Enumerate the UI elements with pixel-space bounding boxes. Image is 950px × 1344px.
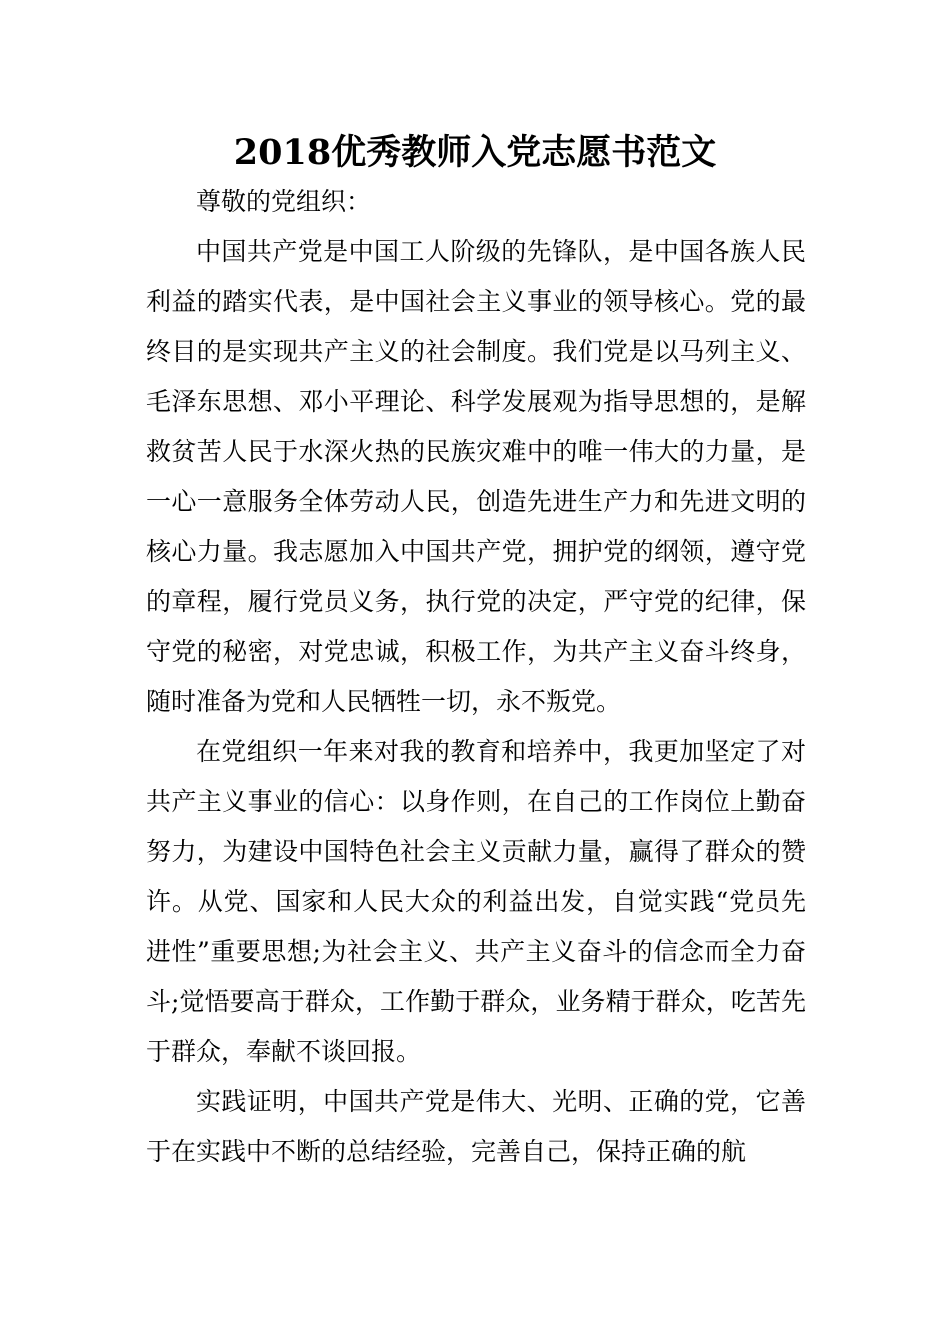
document-body	[146, 177, 806, 1177]
salutation: 尊敬的党组织：	[196, 187, 372, 216]
paragraph-3: 实践证明，中国共产党是伟大、光明、正确的党，它善于在实践中不断的总结经验，完善自己，保持正确的航	[146, 1087, 806, 1166]
paragraph-1: 中国共产党是中国工人阶级的先锋队，是中国各族人民利益的踏实代表，是中国社会主义事业的领导核心。党的最终目的是实现共产主义的社会制度。我们党是以马列主义、毛泽东思想、邓小平理论、科学发展观为指导思想的，是解救贫苦人民于水深火热的民族灾难中的唯一伟大的力量，是一心一意服务全体劳动人民，创造先进生产力和先进文明的核心力量。我志愿加入中国共产党，拥护党的纲领，遵守党的章程，履行党员义务，执行党的决定，严守党的纪律，保守党的秘密，对党忠诚，积极工作，为共产主义奋斗终身，随时准备为党和人民牺牲一切，永不叛党。	[146, 237, 806, 716]
document-title: 2018优秀教师入党志愿书范文	[233, 132, 717, 173]
paragraph-2: 在党组织一年来对我的教育和培养中，我更加坚定了对共产主义事业的信心：以身作则，在自己的工作岗位上勤奋努力，为建设中国特色社会主义贡献力量，赢得了群众的赞许。从党、国家和人民大众的利益出发，自觉实践“党员先进性”重要思想;为社会主义、共产主义奋斗的信念而全力奋斗;觉悟要高于群众，工作勤于群众，业务精于群众，吃苦先于群众，奉献不谈回报。	[146, 737, 806, 1066]
